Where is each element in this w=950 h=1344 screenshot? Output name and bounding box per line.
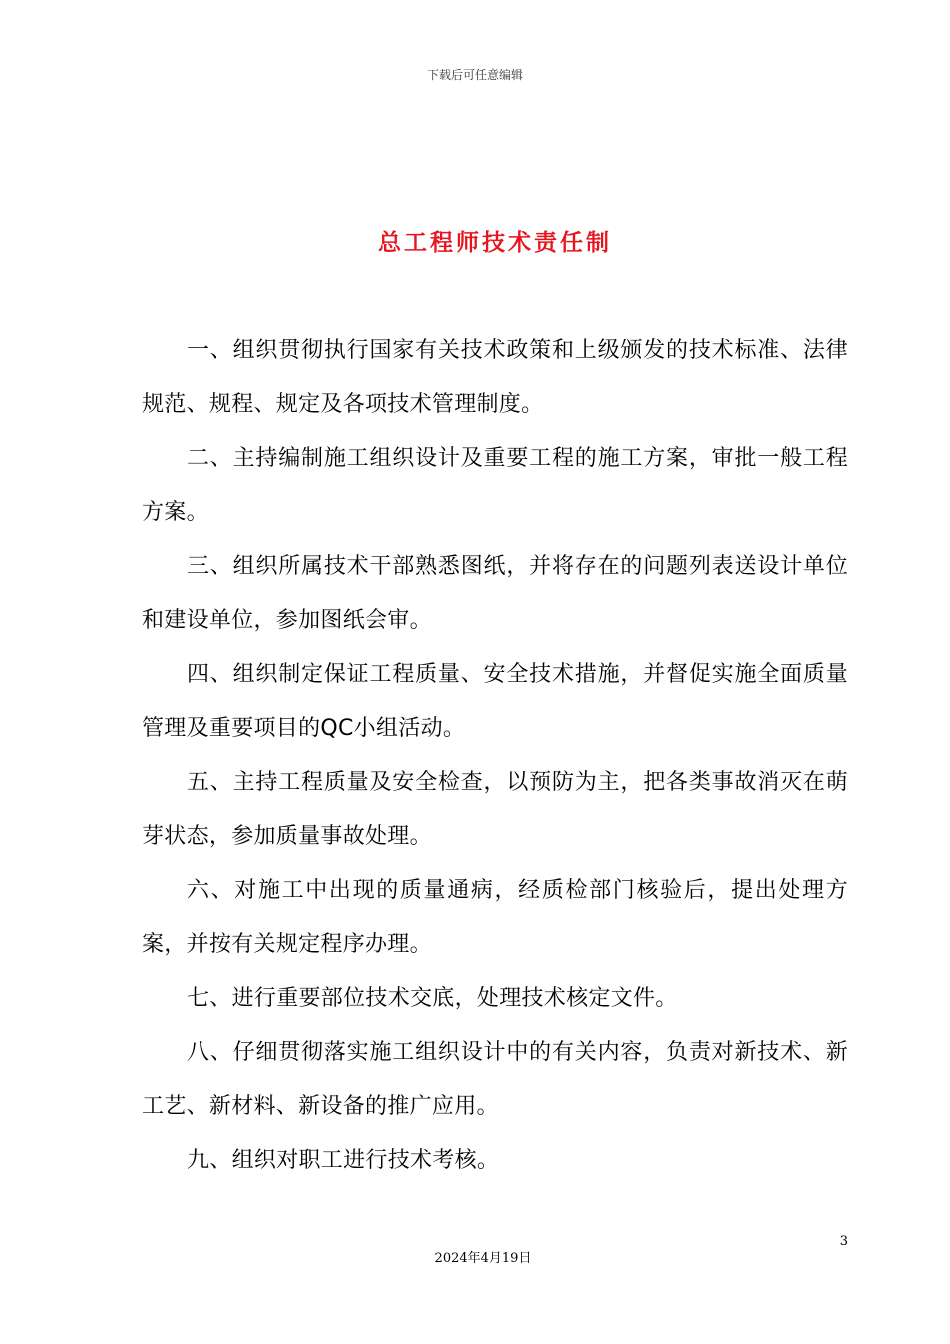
paragraph-4: 四、组织制定保证工程质量、安全技术措施，并督促实施全面质量管理及重要项目的QC小组活动。 xyxy=(142,662,848,741)
document-title: 总工程师技术责任制 xyxy=(378,230,612,256)
paragraph-7: 七、进行重要部位技术交底，处理技术核定文件。 xyxy=(187,986,678,1011)
footer-date: 2024年4月19日 xyxy=(434,1251,532,1266)
paragraph-1: 一、组织贯彻执行国家有关技术政策和上级颁发的技术标准、法律规范、规程、规定及各项技术管理制度。 xyxy=(142,338,848,417)
page-number: 3 xyxy=(839,1234,848,1249)
paragraph-3: 三、组织所属技术干部熟悉图纸，并将存在的问题列表送设计单位和建设单位，参加图纸会审。 xyxy=(142,554,848,633)
paragraph-9: 九、组织对职工进行技术考核。 xyxy=(187,1148,500,1173)
paragraph-8: 八、仔细贯彻落实施工组织设计中的有关内容，负责对新技术、新工艺、新材料、新设备的推广应用。 xyxy=(142,1040,848,1119)
header-note: 下载后可任意编辑 xyxy=(426,68,523,82)
paragraph-2: 二、主持编制施工组织设计及重要工程的施工方案，审批一般工程方案。 xyxy=(142,446,848,525)
paragraph-5: 五、主持工程质量及安全检查，以预防为主，把各类事故消灭在萌芽状态，参加质量事故处理。 xyxy=(142,770,848,849)
document-body xyxy=(142,324,848,1188)
paragraph-6: 六、对施工中出现的质量通病，经质检部门核验后，提出处理方案，并按有关规定程序办理。 xyxy=(142,878,848,957)
